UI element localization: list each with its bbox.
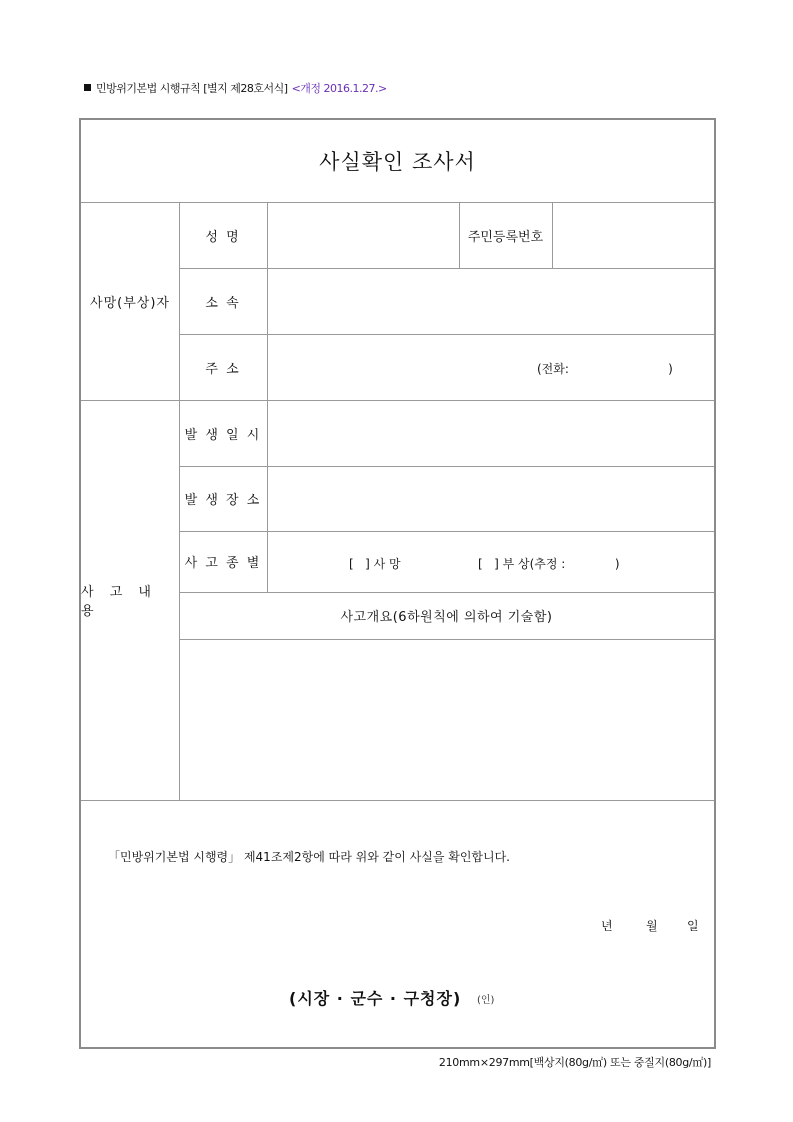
type-label: 사 고 종 별: [184, 556, 262, 571]
type-injury-checkbox[interactable]: [ ] 부 상(추정 : ): [478, 557, 620, 571]
revision-note: <개정 2016.1.27.>: [291, 82, 387, 95]
day-label: 일: [687, 919, 699, 933]
type-death-checkbox[interactable]: [ ] 사 망: [349, 557, 401, 571]
section-accident-label: 사 고 내 용: [81, 585, 157, 619]
form-label: 민방위기본법 시행규칙 [별지 제28호서식]: [96, 82, 288, 95]
confirmation-statement: 「민방위기본법 시행령」 제41조제2항에 따라 위와 같이 사실을 확인합니다.: [108, 850, 510, 864]
name-field[interactable]: [268, 203, 458, 267]
name-label: 성 명: [205, 229, 241, 245]
affiliation-field[interactable]: [268, 269, 713, 333]
affiliation-label: 소 속: [205, 295, 241, 311]
form-frame: [79, 118, 716, 1049]
rrn-field[interactable]: [553, 203, 713, 267]
phone-label: (전화: ): [537, 362, 673, 376]
square-bullet-icon: [84, 84, 91, 91]
address-label: 주 소: [205, 361, 241, 377]
place-field[interactable]: [268, 467, 713, 530]
rrn-label: 주민등록번호: [467, 229, 544, 245]
form-header: [84, 80, 387, 96]
paper-spec: 210mm×297mm[백상지(80g/㎡) 또는 중질지(80g/㎡)]: [438, 1056, 711, 1069]
form-title: 사실확인 조사서: [81, 120, 714, 203]
divider: [81, 800, 714, 801]
summary-label: 사고개요(6하원칙에 의하여 기술함): [340, 610, 553, 625]
datetime-label: 발 생 일 시: [184, 427, 262, 443]
place-label: 발 생 장 소: [184, 493, 262, 508]
year-label: 년: [601, 919, 613, 933]
signer-title: (시장 · 군수 · 구청장): [289, 989, 462, 1008]
section-person-label: 사망(부상)자: [90, 295, 170, 311]
month-label: 월: [646, 919, 658, 933]
datetime-field[interactable]: [268, 401, 713, 465]
summary-field[interactable]: [180, 640, 713, 799]
seal-mark: (인): [477, 995, 495, 1006]
